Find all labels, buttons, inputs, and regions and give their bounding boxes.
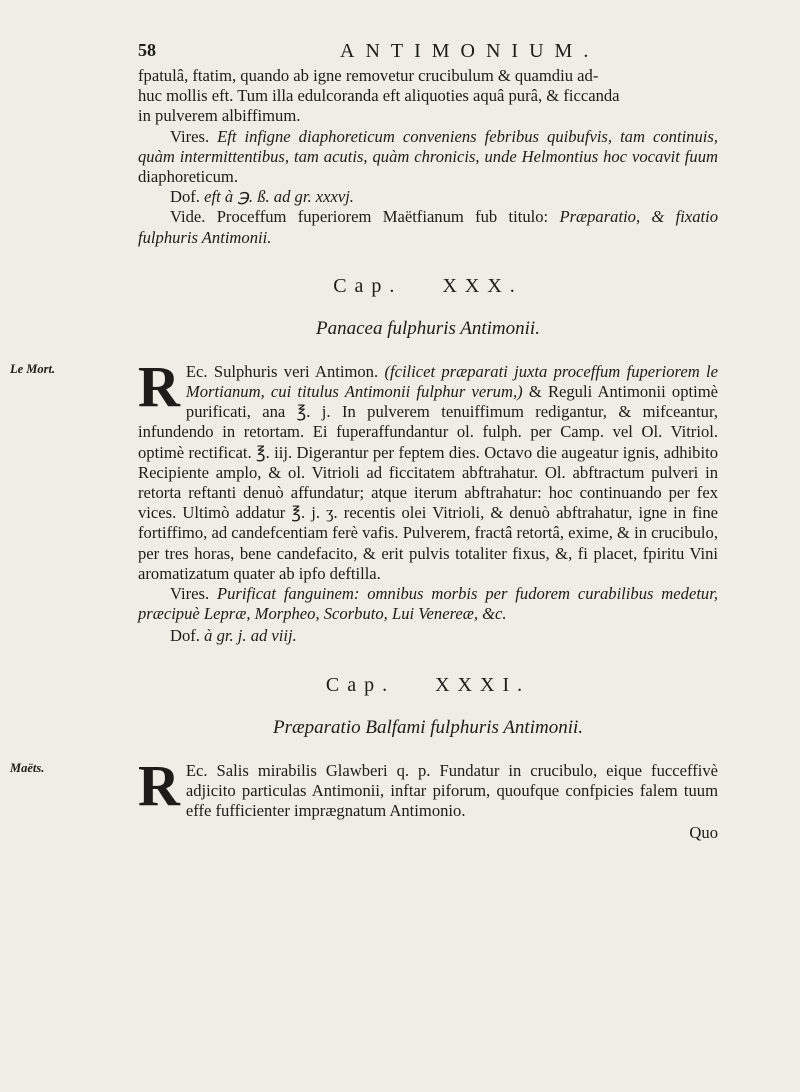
page-body xyxy=(10,66,719,843)
catchword: Quo xyxy=(689,823,718,843)
chapter-title: Panacea fulphuris Antimonii. xyxy=(316,317,540,339)
intro-line: fpatulâ, ftatim, quando ab igne removetur crucibulum & quamdiu ad- xyxy=(138,66,599,85)
margin-note: Le Mort. xyxy=(10,361,56,376)
vide-paragraph: Vide. Proceffum fuperiorem Maëtfianum fub titulo: Præparatio, & fixatio fulphuris Antimonii. xyxy=(138,207,719,247)
dose-paragraph: Dof. eft à ℈. ß. ad gr. xxxvj. xyxy=(170,187,354,207)
drop-cap: R xyxy=(138,353,180,419)
chapter-title: Præparatio Balfami fulphuris Antimonii. xyxy=(272,716,583,738)
running-head: ANTIMONIUM. xyxy=(340,40,600,62)
intro-line: huc mollis eft. Tum illa edulcoranda eft aliquoties aquâ purâ, & ficcanda xyxy=(138,86,620,106)
chapter-heading: Cap. XXX. xyxy=(333,274,523,297)
margin-note: Maëts. xyxy=(10,760,45,775)
intro-line: in pulverem albiffimum. xyxy=(138,106,301,126)
vires-paragraph: Vires. Eft infigne diaphoreticum conveniens febribus quibufvis, tam continuis, quàm intermittentibus, tam acutis, quàm chronicis, unde Helmontius hoc vocavit fuum diaphoreticum. xyxy=(138,126,718,187)
page-header xyxy=(138,40,710,64)
chapter-heading: Cap. XXXI. xyxy=(325,673,531,696)
vires-paragraph: Vires. Purificat fanguinem: omnibus morbis per fudorem curabilibus medetur, præcipuè Lepræ, Morpheo, Scorbuto, Lui Venereæ, &c. xyxy=(138,584,718,624)
dose-paragraph: Dof. à gr. j. ad viij. xyxy=(170,626,297,646)
drop-cap: R xyxy=(138,752,180,818)
chapter-text: Maëts. R Ec. Salis mirabilis Glawberi q. p. Fundatur in crucibulo, eique fucceffivè adjicito particulas Antimonii, inftar piforum, quoufque confpicies falem tuum effe fufficienter imprægnatum Antimonio. xyxy=(10,752,718,821)
chapter-text: Le Mort. R Ec. Sulphuris veri Antimon. (fcilicet præparati juxta proceffum fuperiorem le Mortianum, cui titulus Antimonii fulphur verum,) & Reguli Antimonii optimè purificati, ana ℥. j. In pulverem tenuiffimum redigantur, & mifceantur, infundendo in retortam. Ei fuperaffundantur ol. fulph. per Camp. vel Ol. Vitriol. optimè rectificat. ℥. iij. Digerantur per feptem dies. Octavo die augeatur ignis, adhibito Recipiente amplo, & ol. Vitrioli ad ficcitatem abftrahatur. Ol. abftractum pulveri in retorta reftanti denuò affundatur; atque iterum abftrahatur: hoc continuando per fex vices. Ultimò addatur ℥. j. ʒ. recentis olei Vitrioli, & denuò abftrahatur, igne in fine fortiffimo, ad candefcentiam ferè vafis. Pulverem, fractâ retortâ, exime, & in crucibulo, per tres horas, bene candefacito, & erit pulvis totaliter fixus, &, fi placet, fpiritu Vini aromatizatum quater ab ipfo deftilla. xyxy=(10,353,718,583)
page-number: 58 xyxy=(138,40,156,60)
